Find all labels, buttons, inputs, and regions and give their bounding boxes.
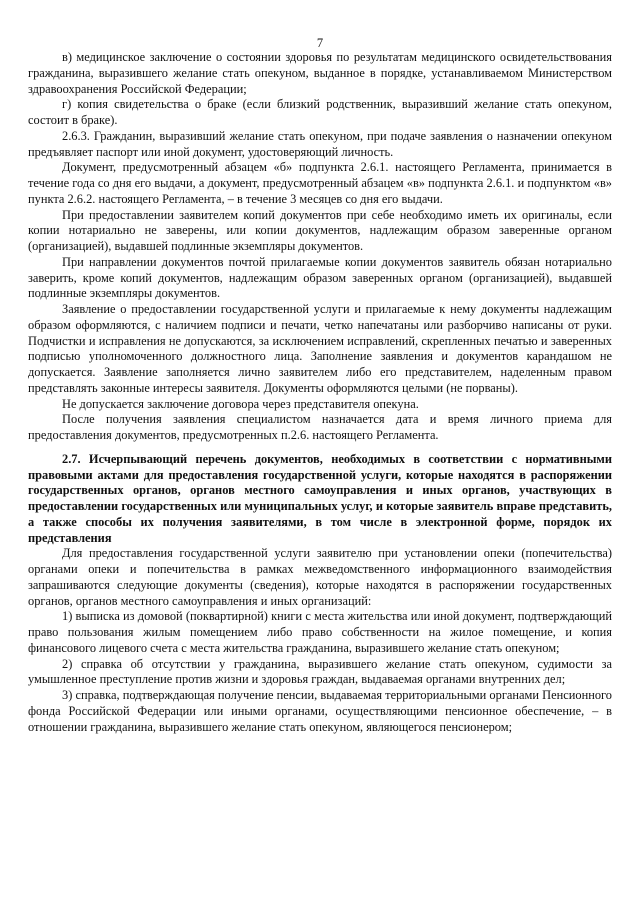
- section-list-item-1: 1) выписка из домовой (поквартирной) книги с места жительства или иной документ, подтверждающий право пользования жилым помещением либо право собственности на жилое помещение, и копия финансового лицевого счета с места жительства гражданина, выразившего желание стать опекуном;: [28, 609, 612, 655]
- section-paragraph-intro: Для предоставления государственной услуги заявителю при установлении опеки (попечительства) органами опеки и попечительства в рамках межведомственного информационного взаимодействия запрашиваются следующие документы (сведения), которые находятся в распоряжении государственных органов, органов местного самоуправления и иных организаций:: [28, 546, 612, 608]
- paragraph-copies-in-person: При предоставлении заявителем копий документов при себе необходимо иметь их оригиналы, если копии нотариально не заверены, или копии документов, надлежащим образом заверенные органом (организацией), выдавшей подлинные экземпляры документов.: [28, 207, 612, 253]
- paragraph-personal-appointment: После получения заявления специалистом назначается дата и время личного приема для предоставления документов, предусмотренных п.2.6. настоящего Регламента.: [28, 412, 612, 442]
- paragraph-no-representative: Не допускается заключение договора через представителя опекуна.: [62, 396, 419, 411]
- section-list-item-2: 2) справка об отсутствии у гражданина, выразившего желание стать опекуном, судимости за умышленное преступление против жизни и здоровья граждан, выдаваемая органами внутренних дел;: [28, 656, 612, 687]
- page-number: 7: [316, 36, 324, 50]
- paragraph-medical-certificate: в) медицинское заключение о состоянии здоровья по результатам медицинского освидетельствования гражданина, выразившего желание стать опекуном, выданное в порядке, устанавливаемом Министерством здравоохранения Российской Федерации;: [28, 50, 612, 96]
- paragraph-marriage-certificate: г) копия свидетельства о браке (если близкий родственник, выразивший желание стать опекуном, состоит в браке).: [28, 97, 612, 127]
- document-body: [28, 50, 612, 735]
- paragraph-copies-by-mail: При направлении документов почтой прилагаемые копии документов заявитель обязан нотариально заверить, кроме копий документов, надлежащим образом заверенных органом (организацией), выдавшей подлинные экземпляры документов.: [28, 254, 612, 301]
- paragraph-2-6-3: 2.6.3. Гражданин, выразивший желание стать опекуном, при подаче заявления о назначении опекуном предъявляет паспорт или иной документ, удостоверяющий личность.: [28, 128, 612, 159]
- paragraph-application-requirements: Заявление о предоставлении государственной услуги и прилагаемые к нему документы надлежащим образом оформляются, с наличием подписи и печати, четко напечатаны или разборчиво написаны от руки. Подчистки и исправления не допускаются, за исключением исправлений, скрепленных печатью и заверенных подписью уполномоченного должностного лица. Заполнение заявления и документов карандашом не допускается. Заявление заполняется лично заявителем либо его представителем, наделенным правом представлять законные интересы заявителя. Документы оформляются целыми (не порваны).: [28, 302, 612, 395]
- section-list-item-3: 3) справка, подтверждающая получение пенсии, выдаваемая территориальными органами Пенсионного фонда Российской Федерации или иными органами, осуществляющими пенсионное обеспечение, – в отношении гражданина, выразившего желание стать опекуном, являющегося пенсионером;: [28, 688, 612, 734]
- paragraph-document-validity: Документ, предусмотренный абзацем «б» подпункта 2.6.1. настоящего Регламента, принимается в течение года со дня его выдачи, а документ, предусмотренный абзацем «в» подпункта 2.6.1. и подпунктом «в» пункта 2.6.2. настоящего Регламента, – в течение 3 месяцев со дня его выдачи.: [28, 160, 612, 206]
- section-heading-2-7: 2.7. Исчерпывающий перечень документов, необходимых в соответствии с нормативными правовыми актами для предоставления государственной услуги, которые находятся в распоряжении государственных органов, органов местного самоуправления и иных органов, участвующих в предоставлении государственных или муниципальных услуг, и которые заявитель вправе представить, а также способы их получения заявителями, в том числе в электронной форме, порядок их представления: [28, 451, 612, 545]
